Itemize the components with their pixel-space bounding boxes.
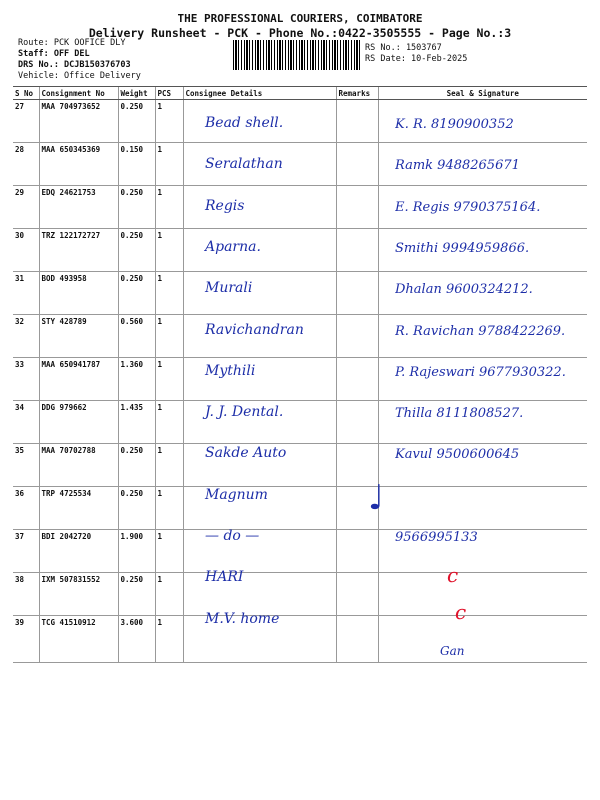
- cell-cno: MAA 650941787: [39, 358, 118, 401]
- signature-handwriting: Dhalan 9600324212.: [395, 282, 533, 298]
- table-row: [13, 616, 587, 663]
- cell-cno: TRZ 122172727: [39, 229, 118, 272]
- cell-signature: [378, 487, 587, 530]
- cell-pcs: 1: [155, 401, 183, 444]
- cell-sno: 35: [13, 444, 39, 487]
- consignee-handwriting: Seralathan: [205, 156, 283, 173]
- consignee-handwriting: Ravichandran: [205, 321, 304, 338]
- cell-sno: 27: [13, 100, 39, 143]
- consignee-handwriting: Magnum: [205, 486, 268, 503]
- cell-cno: MAA 70702788: [39, 444, 118, 487]
- table-row: [13, 487, 587, 530]
- barcode: [233, 40, 361, 70]
- col-pcs: PCS: [155, 87, 183, 100]
- col-signature: Seal & Signature: [378, 87, 587, 100]
- col-remarks: Remarks: [336, 87, 378, 100]
- cell-remarks: [336, 100, 378, 143]
- consignee-handwriting: Sakde Auto: [205, 445, 287, 462]
- cell-pcs: 1: [155, 143, 183, 186]
- signature-handwriting: R. Ravichan 9788422269.: [395, 323, 566, 339]
- runsheet-title: Delivery Runsheet - PCK - Phone No.:0422-3505555 - Page No.:3: [88, 26, 512, 40]
- cell-sno: 39: [13, 616, 39, 663]
- cell-weight: 0.150: [118, 143, 155, 186]
- cell-weight: 0.250: [118, 100, 155, 143]
- footer-signature: Gan: [440, 644, 465, 658]
- cell-cno: MAA 704973652: [39, 100, 118, 143]
- cell-pcs: 1: [155, 444, 183, 487]
- cell-remarks: [336, 401, 378, 444]
- rs-number: RS No.: 1503767: [365, 43, 442, 53]
- rs-date: RS Date: 10-Feb-2025: [365, 54, 468, 64]
- drs-number: DRS No.: DCJB150376703: [18, 60, 131, 70]
- cell-weight: 0.250: [118, 487, 155, 530]
- cell-sno: 28: [13, 143, 39, 186]
- cell-weight: 1.435: [118, 401, 155, 444]
- consignee-handwriting: — do —: [205, 528, 260, 544]
- cell-weight: 0.250: [118, 229, 155, 272]
- company-name: THE PROFESSIONAL COURIERS, COIMBATORE: [177, 12, 423, 25]
- cell-remarks: [336, 315, 378, 358]
- cell-remarks: [336, 186, 378, 229]
- cell-sno: 34: [13, 401, 39, 444]
- cell-remarks: [336, 272, 378, 315]
- cell-cno: BDI 2042720: [39, 530, 118, 573]
- route: Route: PCK OOFICE DLY: [18, 38, 126, 48]
- red-mark: c: [455, 600, 467, 624]
- col-consignee: Consignee Details: [183, 87, 336, 100]
- cell-sno: 33: [13, 358, 39, 401]
- signature-handwriting: Kavul 9500600645: [395, 447, 520, 463]
- signature-handwriting: Thilla 8111808527.: [395, 406, 524, 422]
- cell-cno: MAA 650345369: [39, 143, 118, 186]
- cell-cno: IXM 507831552: [39, 573, 118, 616]
- consignee-handwriting: Murali: [205, 280, 253, 297]
- cell-weight: 0.250: [118, 573, 155, 616]
- cell-sno: 30: [13, 229, 39, 272]
- consignee-handwriting: HARI: [205, 569, 244, 586]
- consignee-handwriting: M.V. home: [205, 610, 280, 627]
- cell-pcs: 1: [155, 573, 183, 616]
- cell-cno: DDG 979662: [39, 401, 118, 444]
- cell-sno: 36: [13, 487, 39, 530]
- cell-remarks: [336, 616, 378, 663]
- signature-handwriting: K. R. 8190900352: [395, 117, 514, 132]
- cell-pcs: 1: [155, 530, 183, 573]
- cell-cno: TRP 4725534: [39, 487, 118, 530]
- cell-pcs: 1: [155, 487, 183, 530]
- col-consignment: Consignment No: [39, 87, 118, 100]
- cell-sno: 29: [13, 186, 39, 229]
- cell-cno: BOD 493958: [39, 272, 118, 315]
- consignee-handwriting: Mythili: [205, 362, 256, 379]
- consignee-handwriting: Bead shell.: [205, 115, 284, 131]
- signature-handwriting: E. Regis 9790375164.: [395, 199, 541, 215]
- cell-weight: 0.250: [118, 272, 155, 315]
- cell-remarks: [336, 573, 378, 616]
- cell-weight: 1.900: [118, 530, 155, 573]
- cell-sno: 32: [13, 315, 39, 358]
- consignee-handwriting: Aparna.: [205, 238, 261, 255]
- cell-weight: 0.560: [118, 315, 155, 358]
- cell-sno: 38: [13, 573, 39, 616]
- col-weight: Weight: [118, 87, 155, 100]
- cell-cno: STY 428789: [39, 315, 118, 358]
- col-sno: S No: [13, 87, 39, 100]
- cell-weight: 0.250: [118, 444, 155, 487]
- vehicle: Vehicle: Office Delivery: [18, 71, 141, 81]
- cell-signature: [378, 616, 587, 663]
- cell-signature: [378, 573, 587, 616]
- cell-sno: 37: [13, 530, 39, 573]
- staff: Staff: OFF DEL: [18, 49, 90, 59]
- cell-pcs: 1: [155, 272, 183, 315]
- cell-cno: TCG 41510912: [39, 616, 118, 663]
- cell-pcs: 1: [155, 100, 183, 143]
- cell-remarks: [336, 358, 378, 401]
- consignee-handwriting: Regis: [205, 197, 245, 214]
- table-header: [13, 87, 587, 100]
- cell-sno: 31: [13, 272, 39, 315]
- table-row: [13, 573, 587, 616]
- signature-handwriting: Smithi 9994959866.: [395, 240, 530, 256]
- cell-weight: 0.250: [118, 186, 155, 229]
- cell-pcs: 1: [155, 616, 183, 663]
- signature-handwriting: Ramk 9488265671: [395, 158, 520, 174]
- meta-left: [18, 38, 141, 82]
- cell-pcs: 1: [155, 186, 183, 229]
- cell-pcs: 1: [155, 315, 183, 358]
- cell-cno: EDQ 24621753: [39, 186, 118, 229]
- cell-remarks: [336, 143, 378, 186]
- signature-handwriting: 9566995133: [395, 530, 478, 545]
- meta-right: [365, 43, 467, 65]
- red-mark: c: [447, 563, 459, 587]
- cell-weight: 1.360: [118, 358, 155, 401]
- cell-pcs: 1: [155, 229, 183, 272]
- cell-pcs: 1: [155, 358, 183, 401]
- cell-weight: 3.600: [118, 616, 155, 663]
- cell-remarks: [336, 530, 378, 573]
- cell-remarks: [336, 229, 378, 272]
- signature-handwriting: P. Rajeswari 9677930322.: [395, 364, 566, 380]
- signature-scrawl: ♩: [368, 478, 385, 518]
- consignee-handwriting: J. J. Dental.: [205, 404, 284, 421]
